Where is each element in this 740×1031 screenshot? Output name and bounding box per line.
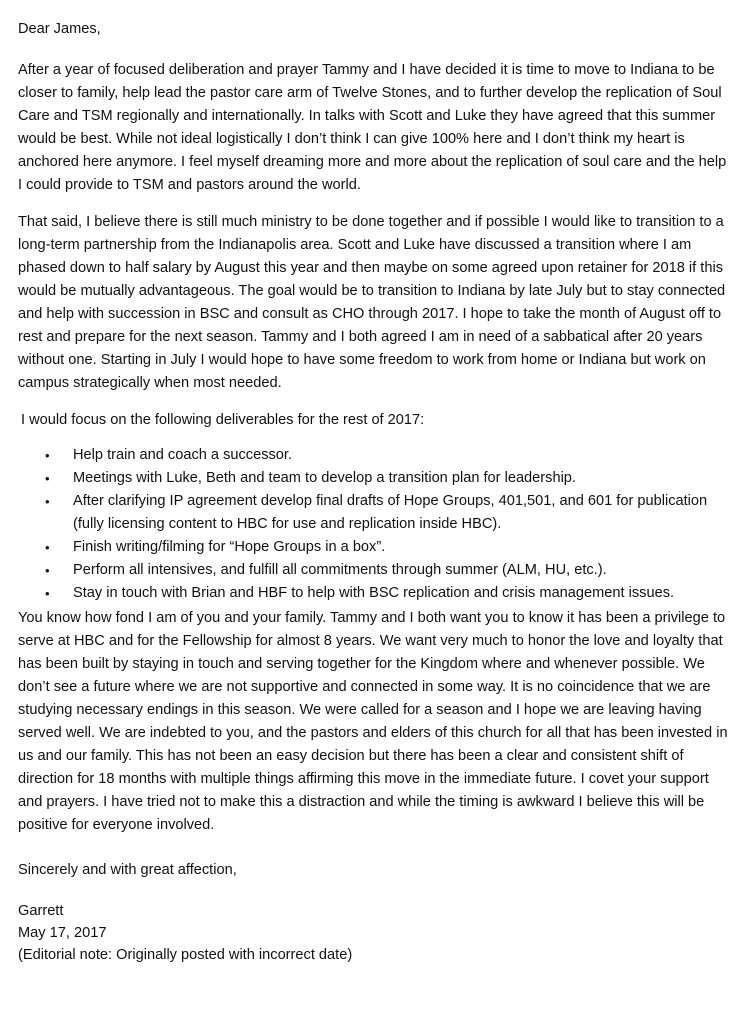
bullet-icon: •	[45, 563, 50, 578]
list-item	[18, 582, 730, 605]
paragraph-gratitude: You know how fond I am of you and your family. Tammy and I both want you to know it has been a privilege to serve at HBC and for the Fellowship for almost 8 years. We want very much to honor the love and loyalty that has been built by staying in touch and serving together for the Kingdom where and whenever possible. We don’t see a future where we are not supportive and connected in some way. It is no coincidence that we are studying necessary endings in this season. We were called for a season and I hope we are leaving having served well. We are indebted to you, and the pastors and elders of this church for all that has been invested in us and our family. This has not been an easy decision but there has been a clear and consistent shift of direction for 18 months with multiple things affirming this move in the immediate future. I covet your support and prayers. I have tried not to make this a distraction and while the timing is awkward I believe this will be positive for everyone involved.	[18, 610, 728, 833]
signature-name: Garrett	[18, 903, 64, 919]
bullet-icon: •	[45, 540, 50, 555]
list-item	[18, 444, 730, 467]
paragraph-transition-plan: That said, I believe there is still much ministry to be done together and if possible I would like to transition to a long-term partnership from the Indianapolis area. Scott and Luke have discussed a transition where I am phased down to half salary by August this year and then maybe on some agreed upon retainer for 2018 if this would be mutually advantageous. The goal would be to transition to Indiana by late July but to stay connected and help with succession in BSC and consult as CHO through 2017. I hope to take the month of August off to rest and prepare for the next season. Tammy and I both agreed I am in need of a sabbatical after 20 years without one. Starting in July I would hope to have some freedom to work from home or Indiana but work on campus strategically when most needed.	[18, 214, 726, 391]
bullet-icon: •	[45, 586, 50, 601]
list-item-text: Help train and coach a successor.	[73, 447, 293, 463]
letter-body	[18, 18, 730, 966]
letter-date: May 17, 2017	[18, 925, 107, 941]
list-item	[18, 467, 730, 490]
bullet-icon: •	[45, 494, 50, 509]
list-item	[18, 490, 730, 536]
list-item-text: Stay in touch with Brian and HBF to help with BSC replication and crisis management issues.	[73, 585, 675, 601]
list-item-text: Perform all intensives, and fulfill all commitments through summer (ALM, HU, etc.).	[73, 562, 607, 578]
deliverables-list	[18, 444, 730, 605]
signature-block	[18, 900, 730, 966]
bullet-icon: •	[45, 471, 50, 486]
bullet-icon: •	[45, 448, 50, 463]
editorial-note: (Editorial note: Originally posted with incorrect date)	[18, 947, 353, 963]
list-item	[18, 559, 730, 582]
list-item-text: Meetings with Luke, Beth and team to develop a transition plan for leadership.	[73, 470, 576, 486]
list-item	[18, 536, 730, 559]
list-item-text: After clarifying IP agreement develop final drafts of Hope Groups, 401,501, and 601 for publication (fully licensing content to HBC for use and replication inside HBC).	[73, 493, 708, 532]
closing: Sincerely and with great affection,	[18, 862, 237, 878]
paragraph-move-decision: After a year of focused deliberation and prayer Tammy and I have decided it is time to move to Indiana to be closer to family, help lead the pastor care arm of Twelve Stones, and to further develop the replication of Soul Care and TSM regionally and internationally. In talks with Scott and Luke they have agreed that this summer would be best. While not ideal logistically I don’t think I can give 100% here and I don’t think my heart is anchored here anymore. I feel myself dreaming more and more about the replication of soul care and the help I could provide to TSM and pastors around the world.	[18, 62, 727, 193]
deliverables-intro: I would focus on the following deliverables for the rest of 2017:	[21, 412, 425, 428]
list-item-text: Finish writing/filming for “Hope Groups in a box”.	[73, 539, 386, 555]
salutation: Dear James,	[18, 21, 101, 37]
